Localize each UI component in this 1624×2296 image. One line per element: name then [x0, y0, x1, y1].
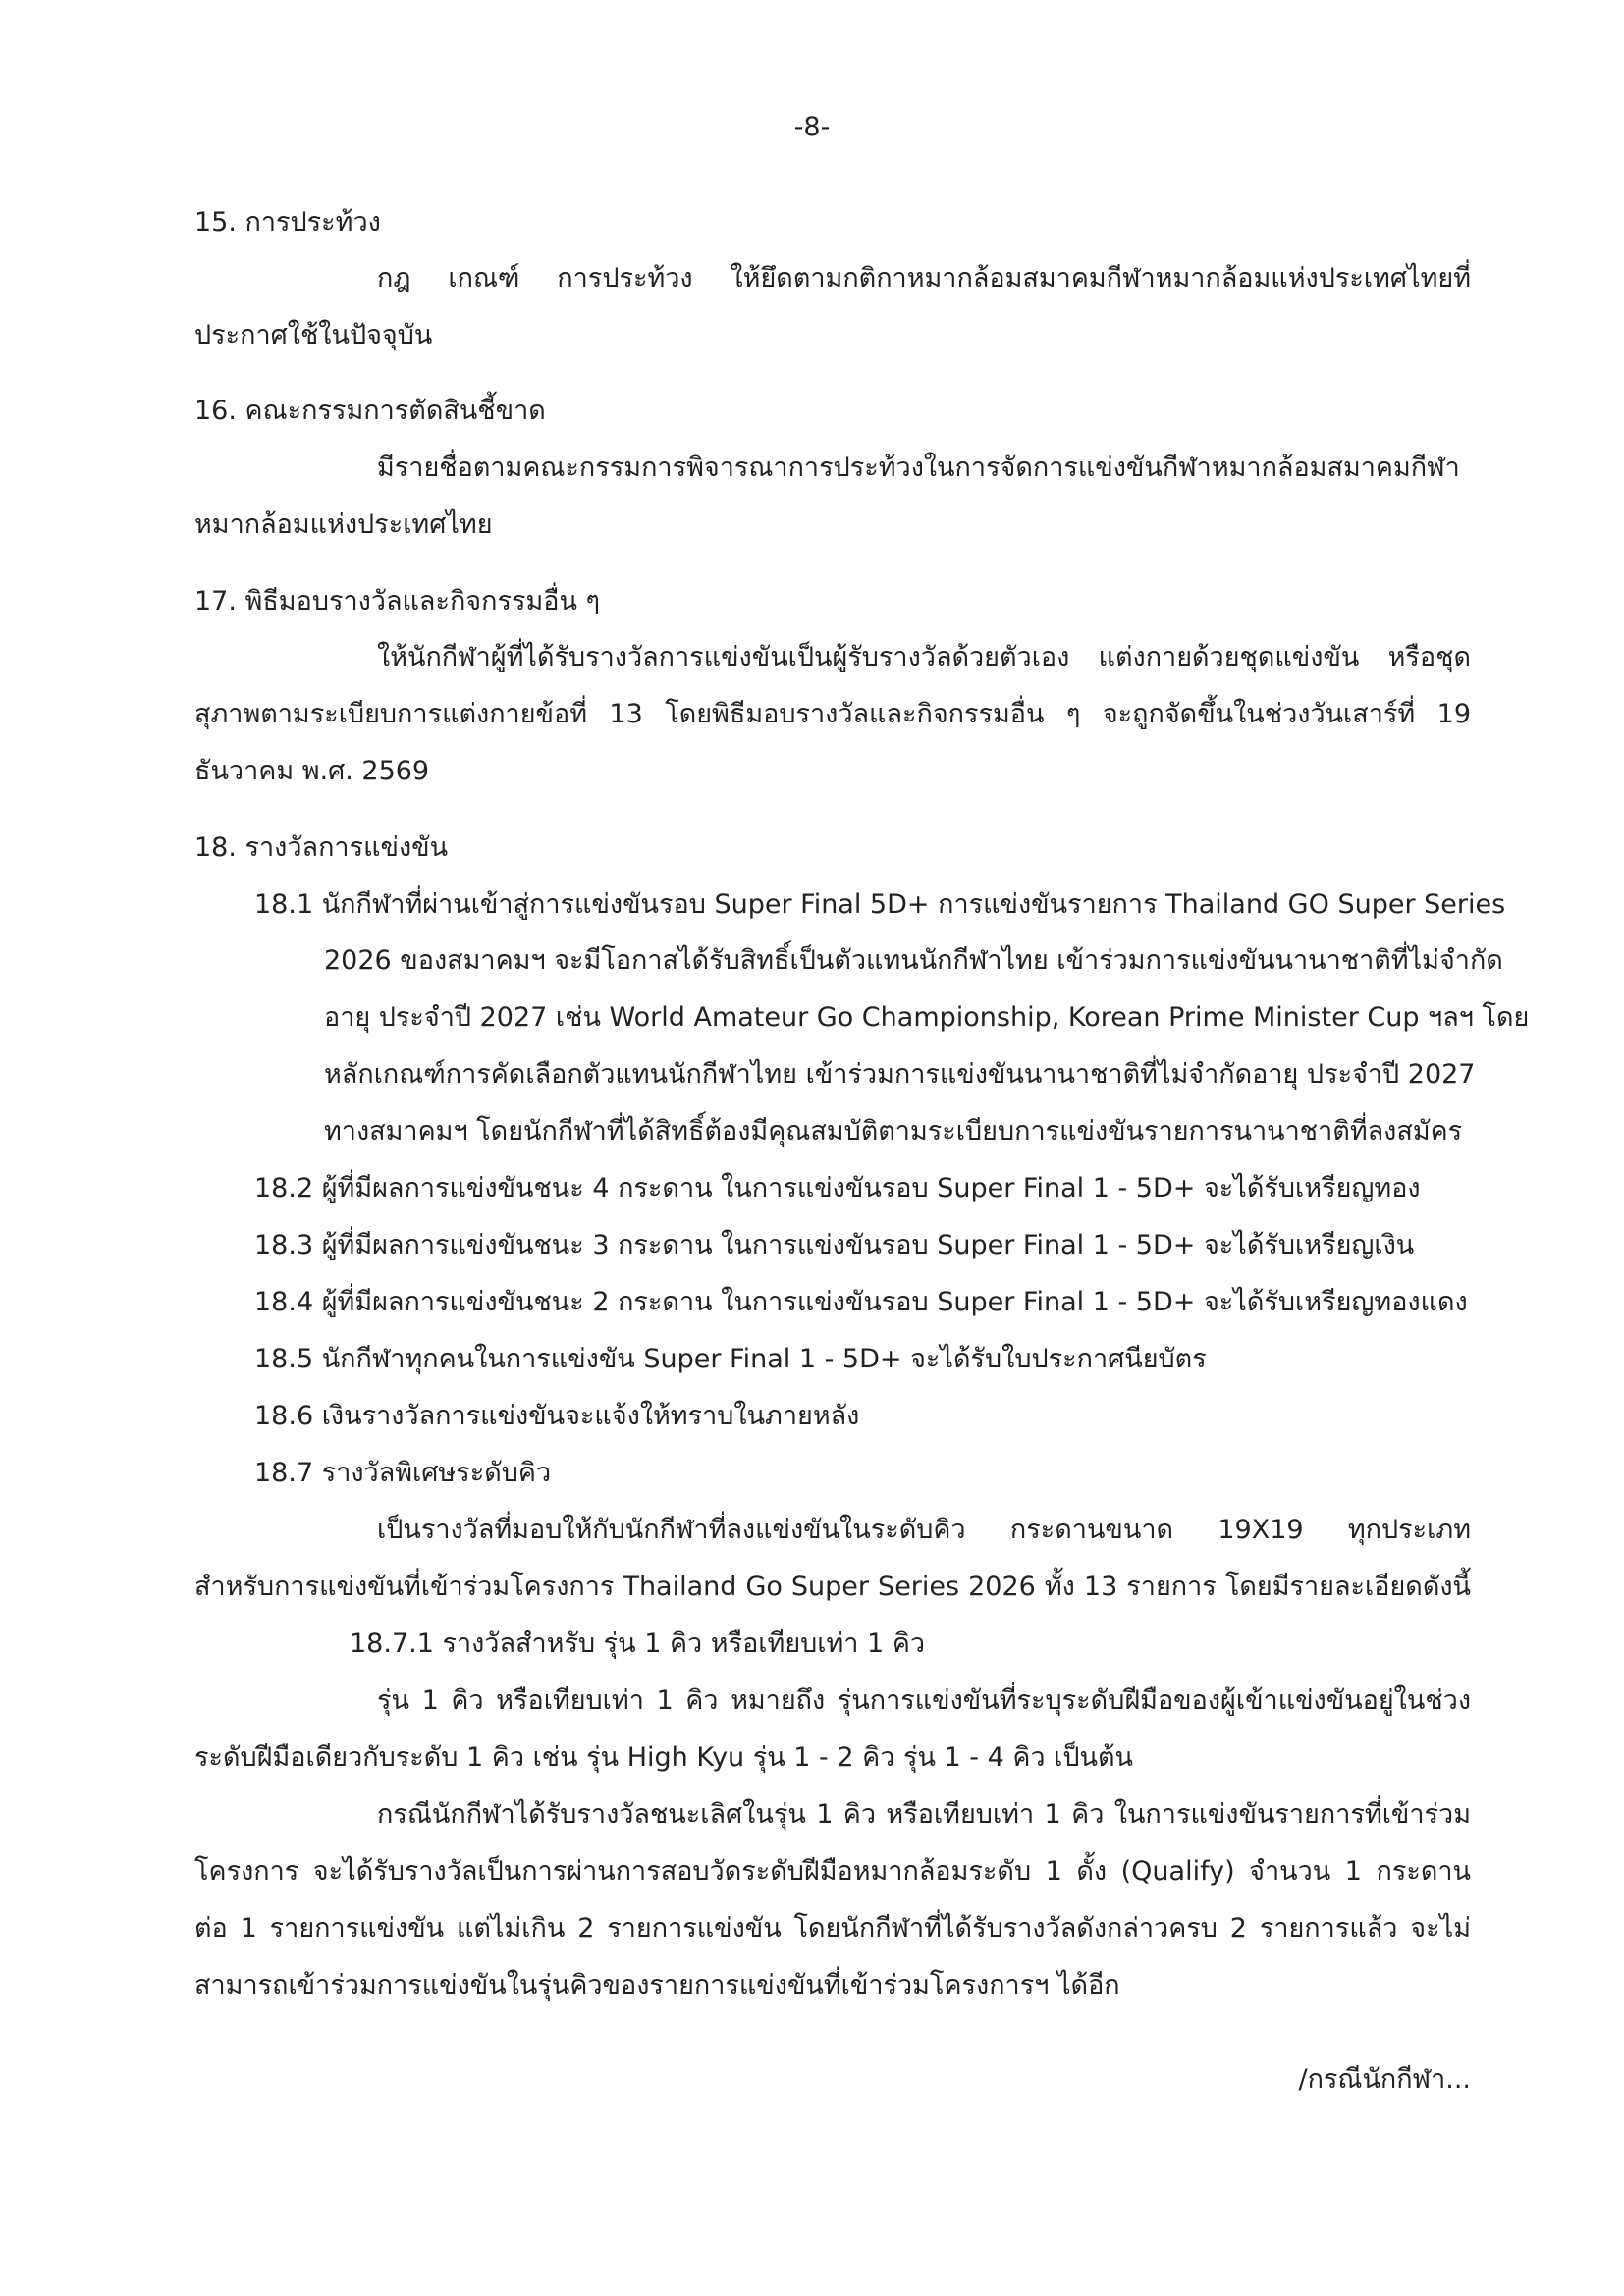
section-15-body-line-2: ประกาศใช้ในปัจจุบัน — [194, 320, 433, 350]
item-18-3: 18.3 ผู้ที่มีผลการแข่งขันชนะ 3 กระดาน ในการแข่งขันรอบ Super Final 1 - 5D+ จะได้รับเหรียญเงิน — [254, 1230, 1415, 1260]
item-18-1-line-3: อายุ ประจำปี 2027 เช่น World Amateur Go Championship, Korean Prime Minister Cup ฯลฯ โดย — [324, 1002, 1530, 1033]
section-17-body-line-1: ให้นักกีฬาผู้ที่ได้รับรางวัลการแข่งขันเป็นผู้รับรางวัลด้วยตัวเอง แต่งกายด้วยชุดแข่งขัน หรือชุด — [377, 642, 1471, 672]
item-18-7-1-para1-line-1: รุ่น 1 คิว หรือเทียบเท่า 1 คิว หมายถึง รุ่นการแข่งขันที่ระบุระดับฝีมือของผู้เข้าแข่งขันอยู่ในช่วง — [377, 1685, 1471, 1716]
item-18-7-1-para2-line-2: โครงการ จะได้รับรางวัลเป็นการผ่านการสอบวัดระดับฝีมือหมากล้อมระดับ 1 ดั้ง (Qualify) จำนวน 1 กระดาน — [194, 1856, 1471, 1887]
item-18-6: 18.6 เงินรางวัลการแข่งขันจะแจ้งให้ทราบในภายหลัง — [254, 1401, 860, 1431]
item-18-7-heading: 18.7 รางวัลพิเศษระดับคิว — [254, 1458, 552, 1488]
section-15-heading: 15. การประท้วง — [194, 207, 381, 238]
item-18-7-1-para2-line-4: สามารถเข้าร่วมการแข่งขันในรุ่นคิวของรายการแข่งขันที่เข้าร่วมโครงการฯ ได้อีก — [194, 1970, 1120, 2001]
item-18-7-body-line-1: เป็นรางวัลที่มอบให้กับนักกีฬาที่ลงแข่งขันในระดับคิว กระดานขนาด 19X19 ทุกประเภท — [377, 1515, 1471, 1545]
section-16-body-line-2: หมากล้อมแห่งประเทศไทย — [194, 509, 493, 540]
section-17-heading: 17. พิธีมอบรางวัลและกิจกรรมอื่น ๆ — [194, 586, 601, 616]
section-18-heading: 18. รางวัลการแข่งขัน — [194, 832, 449, 863]
item-18-2: 18.2 ผู้ที่มีผลการแข่งขันชนะ 4 กระดาน ในการแข่งขันรอบ Super Final 1 - 5D+ จะได้รับเหรียญทอง — [254, 1173, 1421, 1203]
item-18-1-line-1: 18.1 นักกีฬาที่ผ่านเข้าสู่การแข่งขันรอบ Super Final 5D+ การแข่งขันรายการ Thailand GO Super Series — [254, 889, 1506, 920]
item-18-5: 18.5 นักกีฬาทุกคนในการแข่งขัน Super Final 1 - 5D+ จะได้รับใบประกาศนียบัตร — [254, 1344, 1207, 1374]
item-18-1-line-4: หลักเกณฑ์การคัดเลือกตัวแทนนักกีฬาไทย เข้าร่วมการแข่งขันนานาชาติที่ไม่จำกัดอายุ ประจำปี 2027 — [324, 1059, 1476, 1090]
continuation-note: /กรณีนักกีฬา... — [1298, 2064, 1471, 2095]
section-16-heading: 16. คณะกรรมการตัดสินชี้ขาด — [194, 396, 546, 426]
item-18-4: 18.4 ผู้ที่มีผลการแข่งขันชนะ 2 กระดาน ในการแข่งขันรอบ Super Final 1 - 5D+ จะได้รับเหรียญทองแดง — [254, 1287, 1468, 1317]
item-18-1-line-2: 2026 ของสมาคมฯ จะมีโอกาสได้รับสิทธิ์เป็นตัวแทนนักกีฬาไทย เข้าร่วมการแข่งขันนานาชาติที่ไม่จำกัด — [324, 945, 1503, 976]
item-18-7-body-line-2: สำหรับการแข่งขันที่เข้าร่วมโครงการ Thailand Go Super Series 2026 ทั้ง 13 รายการ โดยมีรายละเอียดดังนี้ — [194, 1572, 1471, 1602]
item-18-1-line-5: ทางสมาคมฯ โดยนักกีฬาที่ได้สิทธิ์ต้องมีคุณสมบัติตามระเบียบการแข่งขันรายการนานาชาติที่ลงสมัคร — [324, 1116, 1463, 1147]
section-17-body-line-3: ธันวาคม พ.ศ. 2569 — [194, 756, 430, 786]
item-18-7-1-para1-line-2: ระดับฝีมือเดียวกับระดับ 1 คิว เช่น รุ่น High Kyu รุ่น 1 - 2 คิว รุ่น 1 - 4 คิว เป็นต้น — [194, 1742, 1133, 1773]
item-18-7-1-para2-line-3: ต่อ 1 รายการแข่งขัน แต่ไม่เกิน 2 รายการแข่งขัน โดยนักกีฬาที่ได้รับรางวัลดังกล่าวครบ 2 รายการแล้ว จะไม่ — [194, 1913, 1471, 1944]
section-15-body-line-1: กฎ เกณฑ์ การประท้วง ให้ยึดตามกติกาหมากล้อมสมาคมกีฬาหมากล้อมแห่งประเทศไทยที่ — [377, 263, 1471, 294]
section-17-body-line-2: สุภาพตามระเบียบการแต่งกายข้อที่ 13 โดยพิธีมอบรางวัลและกิจกรรมอื่น ๆ จะถูกจัดขึ้นในช่วงวันเสาร์ที่ 19 — [194, 699, 1471, 729]
page-number: -8- — [793, 112, 831, 142]
item-18-7-1-para2-line-1: กรณีนักกีฬาได้รับรางวัลชนะเลิศในรุ่น 1 คิว หรือเทียบเท่า 1 คิว ในการแข่งขันรายการที่เข้าร่วม — [377, 1799, 1471, 1830]
section-16-body-line-1: มีรายชื่อตามคณะกรรมการพิจารณาการประท้วงในการจัดการแข่งขันกีฬาหมากล้อมสมาคมกีฬา — [377, 453, 1460, 483]
item-18-7-1-heading: 18.7.1 รางวัลสำหรับ รุ่น 1 คิว หรือเทียบเท่า 1 คิว — [350, 1629, 926, 1659]
